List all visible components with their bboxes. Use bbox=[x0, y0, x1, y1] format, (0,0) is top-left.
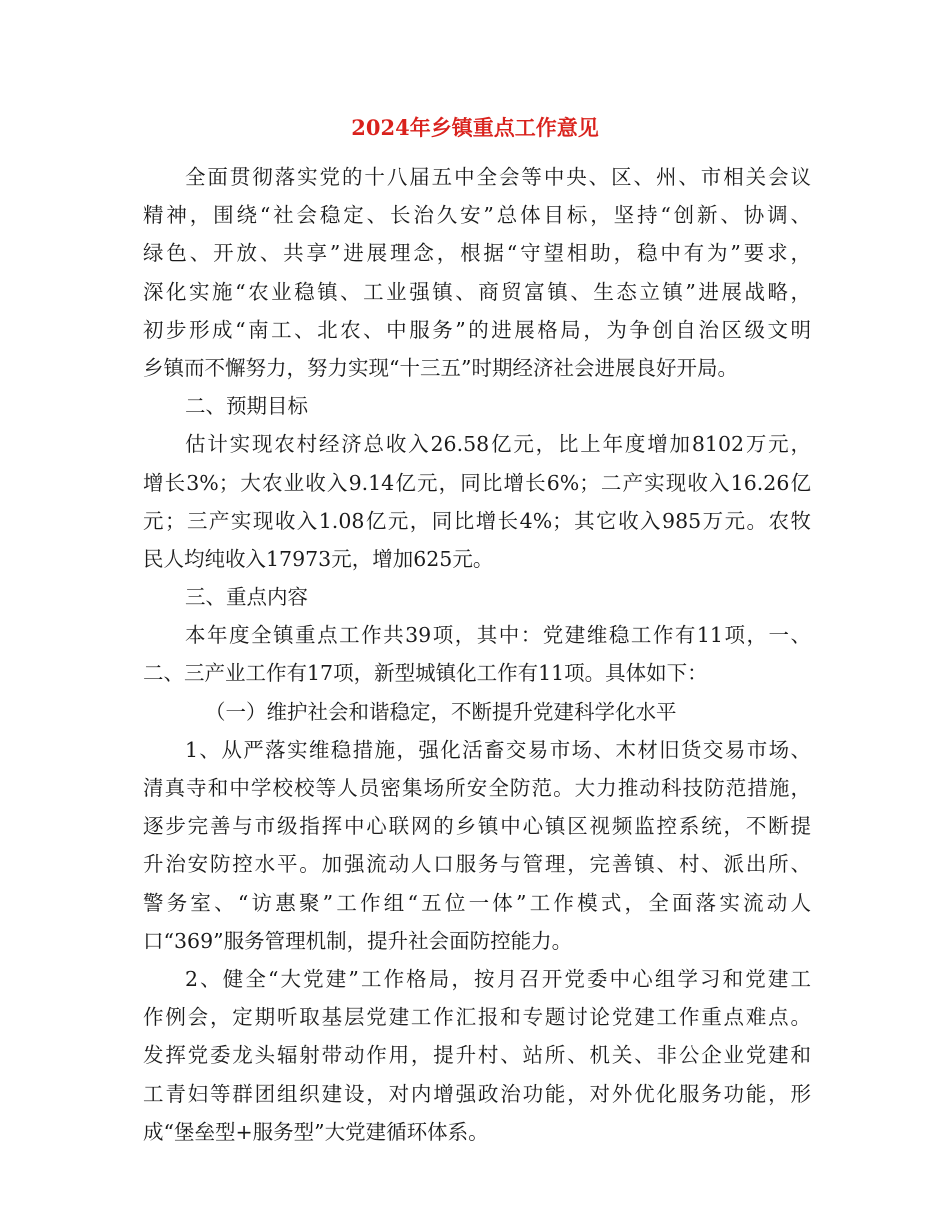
text-line: 绿色、开放、共享”进展理念，根据“守望相助，稳中有为”要求， bbox=[143, 241, 811, 266]
text-line: 2、健全“大党建”工作格局，按月召开党委中心组学习和党建工 bbox=[185, 966, 811, 991]
text-line: 作例会，定期听取基层党建工作汇报和专题讨论党建工作重点难点。 bbox=[143, 1005, 811, 1030]
text-line: 民人均纯收入17973元，增加625元。 bbox=[143, 546, 494, 571]
text-line: 估计实现农村经济总收入26.58亿元，比上年度增加8102万元， bbox=[185, 432, 811, 457]
text-line: 乡镇而不懈努力，努力实现“十三五”时期经济社会进展良好开局。 bbox=[143, 355, 738, 380]
text-line: 元；三产实现收入1.08亿元，同比增长4%；其它收入985万元。农牧 bbox=[143, 508, 811, 533]
text-line: 逐步完善与市级指挥中心联网的乡镇中心镇区视频监控系统，不断提 bbox=[143, 814, 811, 839]
text-line: 1、从严落实维稳措施，强化活畜交易市场、木材旧货交易市场、 bbox=[185, 737, 811, 762]
text-line: 警务室、“访惠聚”工作组“五位一体”工作模式，全面落实流动人 bbox=[143, 890, 811, 915]
text-line: 口“369”服务管理机制，提升社会面防控能力。 bbox=[143, 928, 573, 953]
text-line: 清真寺和中学校校等人员密集场所安全防范。大力推动科技防范措施， bbox=[143, 776, 811, 800]
text-line: 二、预期目标 bbox=[185, 394, 308, 419]
text-line: 增长3%；大农业收入9.14亿元，同比增长6%；二产实现收入16.26亿 bbox=[143, 470, 811, 495]
text-line: 发挥党委龙头辐射带动作用，提升村、站所、机关、非公企业党建和 bbox=[143, 1043, 811, 1068]
text-line: 本年度全镇重点工作共39项，其中：党建维稳工作有11项，一、 bbox=[185, 623, 811, 648]
text-line: 成“堡垒型+服务型”大党建循环体系。 bbox=[143, 1119, 489, 1144]
text-line: 初步形成“南工、北农、中服务”的进展格局，为争创自治区级文明 bbox=[143, 317, 811, 342]
document-title: 2024年乡镇重点工作意见 bbox=[351, 115, 599, 140]
text-line: （一）维护社会和谐稳定，不断提升党建科学化水平 bbox=[205, 699, 677, 724]
document-body bbox=[143, 158, 811, 1151]
text-line: 三、重点内容 bbox=[185, 585, 308, 610]
text-line: 全面贯彻落实党的十八届五中全会等中央、区、州、市相关会议 bbox=[185, 165, 811, 189]
text-line: 精神，围绕“社会稳定、长治久安”总体目标，坚持“创新、协调、 bbox=[143, 203, 811, 228]
text-line: 升治安防控水平。加强流动人口服务与管理，完善镇、村、派出所、 bbox=[143, 852, 811, 877]
text-line: 工青妇等群团组织建设，对内增强政治功能，对外优化服务功能，形 bbox=[143, 1081, 811, 1106]
text-line: 深化实施“农业稳镇、工业强镇、商贸富镇、生态立镇”进展战略， bbox=[143, 279, 811, 304]
text-line: 二、三产业工作有17项，新型城镇化工作有11项。具体如下： bbox=[143, 661, 708, 686]
